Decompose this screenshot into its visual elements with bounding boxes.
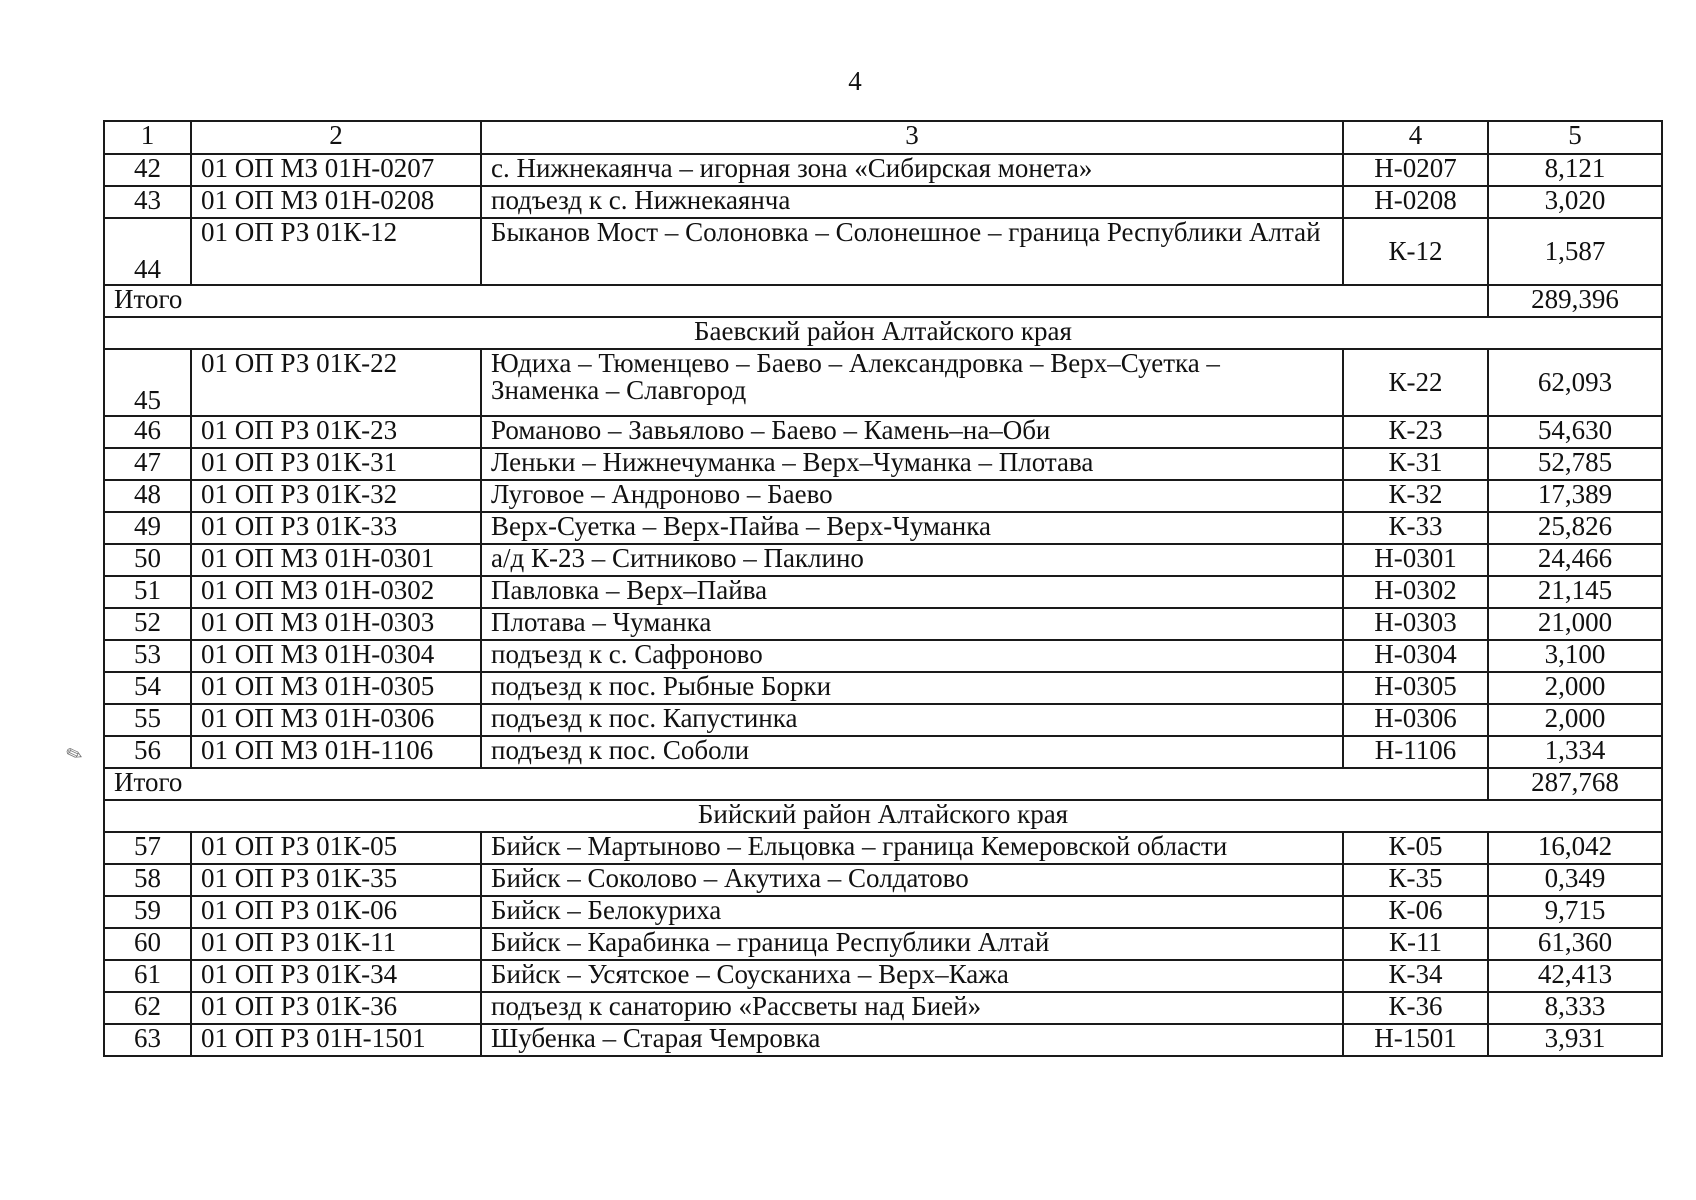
road-number: 51 (104, 576, 191, 608)
road-short-code: Н-0303 (1343, 608, 1488, 640)
road-number: 56 (104, 736, 191, 768)
road-id-code: 01 ОП РЗ 01К-31 (191, 448, 481, 480)
road-id-code: 01 ОП РЗ 01К-32 (191, 480, 481, 512)
road-number: 47 (104, 448, 191, 480)
road-short-code: К-34 (1343, 960, 1488, 992)
road-row (104, 186, 1662, 218)
road-short-code: Н-0305 (1343, 672, 1488, 704)
road-row (104, 992, 1662, 1024)
road-number: 60 (104, 928, 191, 960)
road-number: 44 (104, 218, 191, 285)
page-number: 4 (848, 66, 862, 96)
road-id-code: 01 ОП РЗ 01К-35 (191, 864, 481, 896)
road-short-code: Н-0301 (1343, 544, 1488, 576)
road-length-km: 9,715 (1488, 896, 1662, 928)
road-id-code: 01 ОП МЗ 01Н-0303 (191, 608, 481, 640)
road-name: Бийск – Белокуриха (481, 896, 1343, 928)
road-length-km: 61,360 (1488, 928, 1662, 960)
road-id-code: 01 ОП МЗ 01Н-1106 (191, 736, 481, 768)
road-row (104, 480, 1662, 512)
road-number: 42 (104, 154, 191, 186)
road-length-km: 3,100 (1488, 640, 1662, 672)
road-number: 55 (104, 704, 191, 736)
road-name: подъезд к санаторию «Рассветы над Бией» (481, 992, 1343, 1024)
road-name: подъезд к с. Нижнекаянча (481, 186, 1343, 218)
road-number: 52 (104, 608, 191, 640)
road-number: 63 (104, 1024, 191, 1056)
road-short-code: К-11 (1343, 928, 1488, 960)
road-length-km: 42,413 (1488, 960, 1662, 992)
subtotal-length: 287,768 (1488, 768, 1662, 800)
road-id-code: 01 ОП РЗ 01К-23 (191, 416, 481, 448)
road-short-code: Н-1106 (1343, 736, 1488, 768)
road-length-km: 52,785 (1488, 448, 1662, 480)
road-short-code: К-06 (1343, 896, 1488, 928)
road-id-code: 01 ОП МЗ 01Н-0208 (191, 186, 481, 218)
road-name: подъезд к пос. Капустинка (481, 704, 1343, 736)
road-number: 43 (104, 186, 191, 218)
road-name: подъезд к пос. Рыбные Борки (481, 672, 1343, 704)
road-length-km: 2,000 (1488, 704, 1662, 736)
road-row (104, 448, 1662, 480)
road-number: 54 (104, 672, 191, 704)
header-col-5: 5 (1488, 121, 1662, 154)
road-number: 59 (104, 896, 191, 928)
road-length-km: 1,334 (1488, 736, 1662, 768)
road-id-code: 01 ОП РЗ 01К-05 (191, 832, 481, 864)
road-short-code: Н-0304 (1343, 640, 1488, 672)
road-id-code: 01 ОП РЗ 01Н-1501 (191, 1024, 481, 1056)
road-row (104, 512, 1662, 544)
subtotal-row (104, 285, 1662, 317)
road-number: 50 (104, 544, 191, 576)
road-row (104, 608, 1662, 640)
road-short-code: К-23 (1343, 416, 1488, 448)
road-number: 57 (104, 832, 191, 864)
road-name: подъезд к с. Сафроново (481, 640, 1343, 672)
road-length-km: 8,333 (1488, 992, 1662, 1024)
road-short-code: К-12 (1343, 218, 1488, 285)
road-name: Бийск – Мартыново – Ельцовка – граница Кемеровской области (481, 832, 1343, 864)
road-name: Бийск – Карабинка – граница Республики Алтай (481, 928, 1343, 960)
margin-pencil-mark: ✎ (62, 739, 87, 769)
header-col-3: 3 (481, 121, 1343, 154)
road-short-code: К-36 (1343, 992, 1488, 1024)
road-number: 49 (104, 512, 191, 544)
road-short-code: Н-0208 (1343, 186, 1488, 218)
road-row (104, 832, 1662, 864)
road-row (104, 1024, 1662, 1056)
road-short-code: Н-1501 (1343, 1024, 1488, 1056)
road-row (104, 864, 1662, 896)
road-name: Павловка – Верх–Пайва (481, 576, 1343, 608)
road-name: с. Нижнекаянча – игорная зона «Сибирская монета» (481, 154, 1343, 186)
road-id-code: 01 ОП МЗ 01Н-0302 (191, 576, 481, 608)
road-length-km: 24,466 (1488, 544, 1662, 576)
subtotal-length: 289,396 (1488, 285, 1662, 317)
road-id-code: 01 ОП РЗ 01К-12 (191, 218, 481, 285)
road-id-code: 01 ОП РЗ 01К-36 (191, 992, 481, 1024)
road-number: 62 (104, 992, 191, 1024)
road-length-km: 16,042 (1488, 832, 1662, 864)
road-name: Шубенка – Старая Чемровка (481, 1024, 1343, 1056)
road-number: 46 (104, 416, 191, 448)
road-short-code: Н-0302 (1343, 576, 1488, 608)
road-id-code: 01 ОП МЗ 01Н-0305 (191, 672, 481, 704)
road-length-km: 0,349 (1488, 864, 1662, 896)
road-id-code: 01 ОП РЗ 01К-11 (191, 928, 481, 960)
road-row (104, 896, 1662, 928)
road-row (104, 928, 1662, 960)
road-length-km: 17,389 (1488, 480, 1662, 512)
road-id-code: 01 ОП МЗ 01Н-0306 (191, 704, 481, 736)
road-name: подъезд к пос. Соболи (481, 736, 1343, 768)
road-short-code: К-05 (1343, 832, 1488, 864)
district-title: Баевский район Алтайского края (104, 317, 1662, 349)
road-length-km: 54,630 (1488, 416, 1662, 448)
road-number: 48 (104, 480, 191, 512)
district-title: Бийский район Алтайского края (104, 800, 1662, 832)
road-id-code: 01 ОП РЗ 01К-34 (191, 960, 481, 992)
subtotal-label: Итого (104, 768, 1488, 800)
road-row (104, 349, 1662, 416)
road-short-code: К-32 (1343, 480, 1488, 512)
road-row (104, 640, 1662, 672)
header-col-1: 1 (104, 121, 191, 154)
road-number: 61 (104, 960, 191, 992)
road-row (104, 704, 1662, 736)
road-length-km: 2,000 (1488, 672, 1662, 704)
road-name: Верх-Суетка – Верх-Пайва – Верх-Чуманка (481, 512, 1343, 544)
road-id-code: 01 ОП МЗ 01Н-0207 (191, 154, 481, 186)
road-short-code: К-35 (1343, 864, 1488, 896)
subtotal-row (104, 768, 1662, 800)
road-short-code: Н-0207 (1343, 154, 1488, 186)
header-col-2: 2 (191, 121, 481, 154)
road-name: Быканов Мост – Солоновка – Солонешное – граница Республики Алтай (481, 218, 1343, 285)
road-row (104, 544, 1662, 576)
road-length-km: 1,587 (1488, 218, 1662, 285)
road-row (104, 154, 1662, 186)
road-length-km: 3,020 (1488, 186, 1662, 218)
road-name: а/д К-23 – Ситниково – Паклино (481, 544, 1343, 576)
road-short-code: К-31 (1343, 448, 1488, 480)
road-id-code: 01 ОП РЗ 01К-06 (191, 896, 481, 928)
road-number: 58 (104, 864, 191, 896)
road-name: Бийск – Усятское – Соусканиха – Верх–Кажа (481, 960, 1343, 992)
road-id-code: 01 ОП МЗ 01Н-0301 (191, 544, 481, 576)
district-section-row (104, 800, 1662, 832)
road-name: Леньки – Нижнечуманка – Верх–Чуманка – Плотава (481, 448, 1343, 480)
road-number: 53 (104, 640, 191, 672)
road-row (104, 672, 1662, 704)
road-name: Плотава – Чуманка (481, 608, 1343, 640)
road-length-km: 8,121 (1488, 154, 1662, 186)
road-id-code: 01 ОП РЗ 01К-22 (191, 349, 481, 416)
road-length-km: 21,000 (1488, 608, 1662, 640)
road-length-km: 25,826 (1488, 512, 1662, 544)
road-row (104, 960, 1662, 992)
road-row (104, 576, 1662, 608)
road-length-km: 62,093 (1488, 349, 1662, 416)
road-short-code: Н-0306 (1343, 704, 1488, 736)
road-number: 45 (104, 349, 191, 416)
road-short-code: К-33 (1343, 512, 1488, 544)
district-section-row (104, 317, 1662, 349)
road-name: Романово – Завьялово – Баево – Камень–на–Оби (481, 416, 1343, 448)
road-name: Луговое – Андроново – Баево (481, 480, 1343, 512)
road-row (104, 416, 1662, 448)
road-name: Бийск – Соколово – Акутиха – Солдатово (481, 864, 1343, 896)
road-row (104, 736, 1662, 768)
road-length-km: 21,145 (1488, 576, 1662, 608)
road-id-code: 01 ОП МЗ 01Н-0304 (191, 640, 481, 672)
table-body (104, 121, 1662, 1056)
road-row (104, 218, 1662, 285)
road-name: Юдиха – Тюменцево – Баево – Александровка – Верх–Суетка – Знаменка – Славгород (481, 349, 1343, 416)
road-short-code: К-22 (1343, 349, 1488, 416)
road-id-code: 01 ОП РЗ 01К-33 (191, 512, 481, 544)
subtotal-label: Итого (104, 285, 1488, 317)
header-col-4: 4 (1343, 121, 1488, 154)
column-number-header-row (104, 121, 1662, 154)
road-length-km: 3,931 (1488, 1024, 1662, 1056)
roads-registry-table (103, 120, 1663, 1057)
